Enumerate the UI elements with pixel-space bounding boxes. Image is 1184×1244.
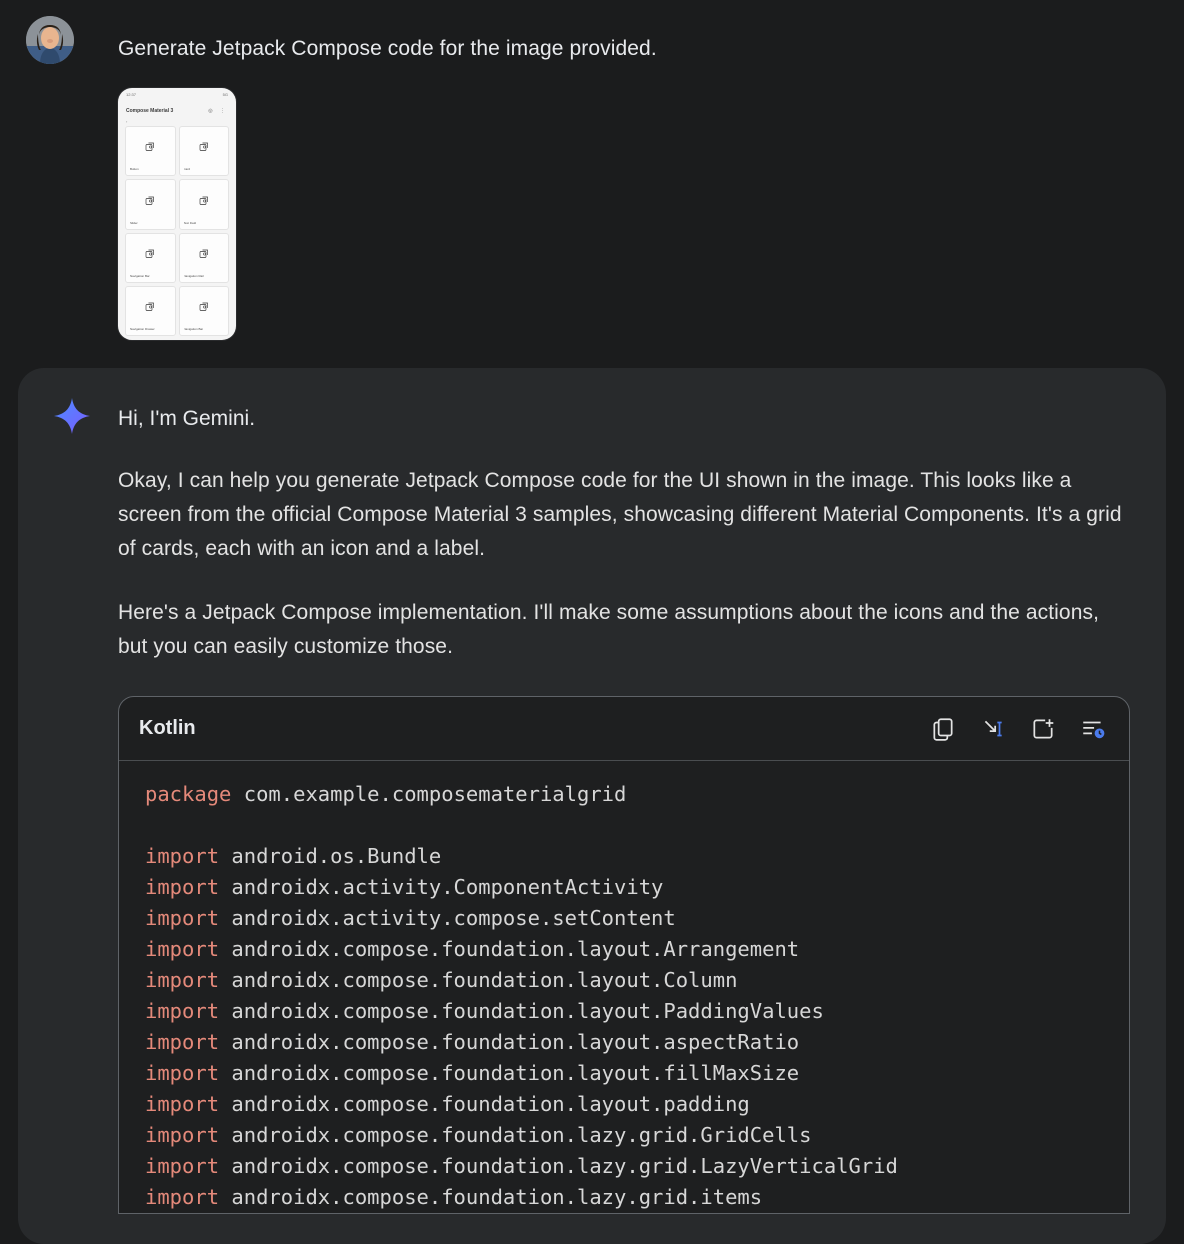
component-icon: [144, 141, 156, 153]
code-content[interactable]: package com.example.composematerialgrid import android.os.Bundle import androidx.activity.ComponentActivity import androidx.activity.compose.setContent import androidx.compose.foundation.layout.Arrangement import androidx.compose.foundation.layout.Column import androidx.compose.foundation.layout.PaddingValues import androidx.compose.foundation.layout.aspectRatio import androidx.compose.foundation.layout.fillMaxSize import androidx.compose.foundation.layout.padding import androidx.compose.foundation.lazy.grid.GridCells import androidx.compose.foundation.lazy.grid.LazyVerticalGrid import androidx.compose.foundation.lazy.grid.items: [145, 782, 898, 1209]
component-icon: [198, 248, 210, 260]
component-icon: [198, 301, 210, 313]
assistant-paragraph-2: Here's a Jetpack Compose implementation. I'll make some assumptions about the icons and the actions, but you can easily customize those.: [118, 601, 1100, 658]
list-item-label: Navigation Drawer: [130, 327, 155, 331]
code-block-header: [119, 697, 1129, 761]
status-icons: 5G: [222, 92, 228, 97]
component-icon: [144, 195, 156, 207]
list-item: [125, 286, 176, 336]
avatar: [26, 16, 74, 64]
insert-code-icon[interactable]: [979, 715, 1007, 743]
list-item: [125, 126, 176, 176]
list-item-label: Button: [130, 167, 139, 172]
thumbnail-status-bar: [118, 92, 236, 102]
thumbnail-app-title: Compose Material 3: [126, 108, 174, 114]
list-item: [125, 233, 176, 283]
user-message: Generate Jetpack Compose code for the image provided.: [118, 37, 657, 60]
list-item: [179, 179, 230, 229]
list-item: [179, 126, 230, 176]
gemini-sparkle-icon: [52, 396, 92, 436]
list-item: [179, 286, 230, 336]
user-turn: [0, 0, 1184, 331]
component-icon: [144, 248, 156, 260]
status-time: 12:37: [126, 92, 137, 97]
list-item-label: Slider: [130, 220, 138, 225]
component-icon: [144, 301, 156, 313]
thumbnail-card-grid: [125, 126, 229, 336]
list-item-label: Navigation Rail: [183, 273, 204, 278]
code-block-actions: [929, 715, 1107, 743]
attached-image-thumbnail[interactable]: [118, 88, 236, 340]
list-item-label: Text Field: [183, 220, 197, 225]
list-item-label: Card: [183, 167, 191, 172]
list-item: [125, 179, 176, 229]
assistant-body: [118, 404, 1130, 1214]
assistant-paragraph-1: Okay, I can help you generate Jetpack Compose code for the UI shown in the image. This looks like a screen from the official Compose Material 3 samples, showcasing different Material Components. It's a grid of cards, each with an icon and a label.: [118, 469, 1122, 560]
open-in-new-icon[interactable]: [1029, 715, 1057, 743]
thumbnail-back-icon: ‹: [126, 119, 128, 124]
code-history-icon[interactable]: [1079, 715, 1107, 743]
assistant-greeting: Hi, I'm Gemini.: [118, 407, 256, 430]
thumbnail-app-actions: ◎ ⋮: [208, 108, 228, 114]
list-item: [179, 233, 230, 283]
copy-code-icon[interactable]: [929, 715, 957, 743]
component-icon: [198, 195, 210, 207]
code-language-label: Kotlin: [139, 717, 196, 739]
list-item-label: Navigation Bar: [183, 327, 204, 331]
code-block: [118, 696, 1130, 1214]
list-item-label: Navigation Bar: [130, 273, 150, 278]
thumbnail-app-bar: [118, 104, 236, 118]
assistant-response-card: [18, 368, 1166, 1244]
component-icon: [198, 141, 210, 153]
